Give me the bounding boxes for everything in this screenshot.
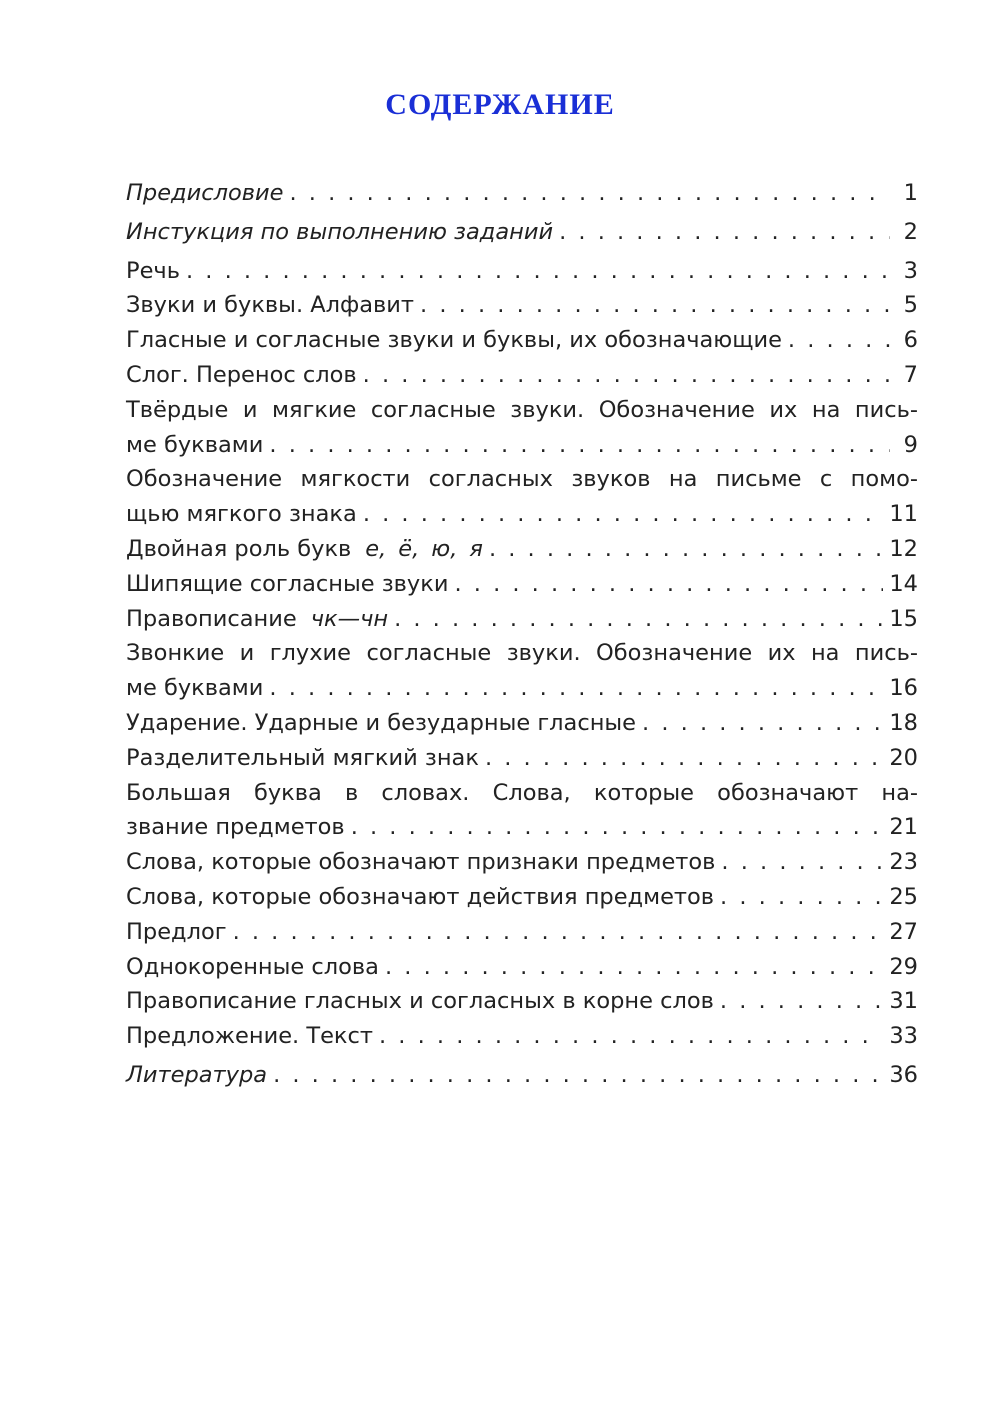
dot-leader [720,984,883,1019]
toc-page-number: 12 [889,535,918,562]
toc-entry-instructions[interactable] [126,215,918,250]
toc-entry-term: чк—чн [310,605,389,632]
toc-entry-title: Разделительный мягкий знак [126,744,479,771]
toc-entry[interactable] [126,532,918,567]
dot-leader [489,532,883,567]
dot-leader [720,880,883,915]
dot-leader [269,671,883,706]
dot-leader [420,288,890,323]
toc-page-number: 20 [889,744,918,771]
toc-entry-title: Слова, которые обозначают признаки предметов [126,849,716,876]
toc-entry-title: Литература [126,1061,268,1088]
toc-page-number: 5 [903,292,918,319]
toc-entry[interactable] [126,602,918,637]
toc-entry-title: Слова, которые обозначают действия предметов [126,883,715,910]
toc-entry-literature[interactable] [126,1058,918,1093]
dot-leader [379,1019,883,1054]
toc-page-number: 25 [889,883,918,910]
toc-entry-title: Инстукция по выполнению заданий [126,218,554,245]
dot-leader [186,254,890,289]
dot-leader [273,1058,883,1093]
toc-entry[interactable] [126,323,918,358]
toc-entry-term: я [469,535,483,562]
dot-leader [788,323,890,358]
toc-entry[interactable] [126,254,918,289]
toc-entry-title: звание предметов [126,814,345,841]
toc-entry[interactable] [126,706,918,741]
toc-entry-title: Слог. Перенос слов [126,361,357,388]
toc-entry[interactable] [126,567,918,602]
toc-page-number: 23 [889,849,918,876]
toc-page-number: 27 [889,918,918,945]
toc-page-number: 11 [889,501,918,528]
toc-entry[interactable] [126,358,918,393]
toc-entry-title-line1: Большая буква в словах. Слова, которые обозначают на- [126,779,918,806]
toc-entry-title: Предлог [126,918,227,945]
toc-entry[interactable] [126,741,918,776]
toc-entry[interactable] [126,636,918,706]
toc-page-number: 36 [889,1061,918,1088]
toc-page-number: 3 [903,257,918,284]
toc-entry[interactable] [126,393,918,463]
toc-page-number: 2 [903,218,918,245]
toc-entry[interactable] [126,880,918,915]
toc-entry-preface[interactable] [126,176,918,211]
toc-entry-title: Гласные и согласные звуки и буквы, их обозначающие [126,327,782,354]
toc-entry[interactable] [126,776,918,846]
toc-entry-term: ю, [431,535,458,562]
toc-page-number: 15 [889,605,918,632]
dot-leader [351,810,884,845]
toc-entry[interactable] [126,1019,918,1054]
dot-leader [721,845,883,880]
toc-entry-title: Речь [126,257,180,284]
toc-page-number: 29 [889,953,918,980]
toc-entry[interactable] [126,915,918,950]
toc-entry-title-line1: Звонкие и глухие согласные звуки. Обозначение их на пись- [126,640,918,667]
dot-leader [642,706,883,741]
toc-page-number: 33 [889,1023,918,1050]
toc-entry-title: щью мягкого знака [126,501,357,528]
dot-leader [289,176,890,211]
toc-entry-title: Ударение. Ударные и безударные гласные [126,709,637,736]
toc-entry-title: Предложение. Текст [126,1023,373,1050]
dot-leader [269,428,890,463]
toc-page-number: 6 [903,327,918,354]
toc-entry-title: Звуки и буквы. Алфавит [126,292,415,319]
toc-entry-term: ё, [398,535,420,562]
toc-entry[interactable] [126,845,918,880]
page-title: СОДЕРЖАНИЕ [385,88,615,121]
dot-leader [363,497,884,532]
dot-leader [385,950,883,985]
toc-page-number: 21 [889,814,918,841]
toc-page-number: 7 [903,361,918,388]
toc-entry[interactable] [126,288,918,323]
dot-leader [559,215,890,250]
toc-entry-title-line1: Твёрдые и мягкие согласные звуки. Обозначение их на пись- [126,396,918,423]
toc-page-number: 9 [903,431,918,458]
toc-entry-title-line1: Обозначение мягкости согласных звуков на письме с помо- [126,466,918,493]
toc-page-number: 1 [903,180,918,206]
toc-entry[interactable] [126,950,918,985]
toc-entry-title: Однокоренные слова [126,953,379,980]
toc-entry-title: Шипящие согласные звуки [126,570,449,597]
toc-page-number: 31 [889,988,918,1015]
toc-entry-title: Правописание [126,605,297,632]
toc-page-number: 18 [889,709,918,736]
dot-leader [233,915,884,950]
toc-entry[interactable] [126,984,918,1019]
table-of-contents [126,176,918,1093]
dot-leader [454,567,883,602]
dot-leader [485,741,883,776]
toc-entry[interactable] [126,462,918,532]
toc-entry-term: е, [365,535,387,562]
toc-entry-title: Правописание гласных и согласных в корне слов [126,988,714,1015]
toc-page-number: 14 [889,570,918,597]
toc-entry-title: ме буквами [126,675,264,702]
toc-entry-title: ме буквами [126,431,264,458]
dot-leader [363,358,890,393]
dot-leader [394,602,883,637]
toc-page-number: 16 [889,675,918,702]
toc-entry-title: Предисловие [126,180,284,206]
toc-entry-title: Двойная роль букв [126,535,352,562]
